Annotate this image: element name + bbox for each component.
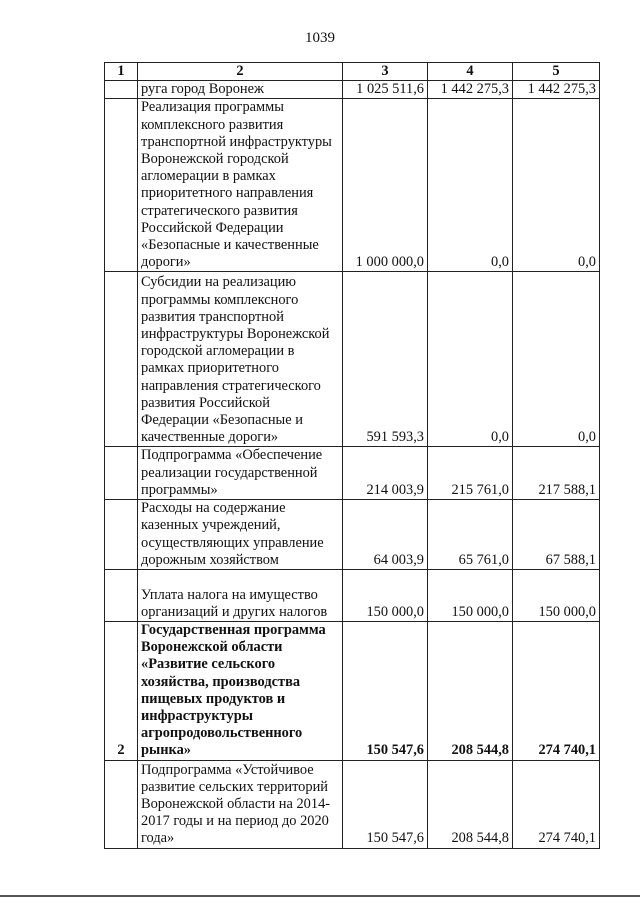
column-header: 4 — [428, 63, 513, 81]
table-row — [105, 99, 600, 272]
row-value-col3: 150 547,6 — [343, 622, 428, 761]
row-value-col3: 1 000 000,0 — [343, 99, 428, 272]
row-name: Расходы на содержание казенных учреждений, осуществляющих управление дорожным хозяйством — [138, 500, 343, 570]
row-value-col4: 208 544,8 — [428, 622, 513, 761]
row-name: Государственная программа Воронежской области «Развитие сельского хозяйства, производства пищевых продуктов и инфраструктуры агропродовольственного рынка» — [138, 622, 343, 761]
row-value-col3: 150 547,6 — [343, 760, 428, 848]
row-index — [105, 447, 138, 500]
row-value-col5: 67 588,1 — [513, 500, 600, 570]
row-name: Реализация программы комплексного развития транспортной инфраструктуры Воронежской городской агломерации в рамках приоритетного направления стратегического развития Российской Федерации «Безопасные и качественные дороги» — [138, 99, 343, 272]
table-row — [105, 760, 600, 848]
page-number: 1039 — [305, 30, 335, 46]
bottom-edge-line — [0, 895, 640, 897]
row-value-col3: 150 000,0 — [343, 570, 428, 622]
column-header: 5 — [513, 63, 600, 81]
row-index: 2 — [105, 622, 138, 761]
row-value-col5: 0,0 — [513, 272, 600, 447]
row-name: Подпрограмма «Устойчивое развитие сельских территорий Воронежской области на 2014-2017 годы и на период до 2020 года» — [138, 760, 343, 848]
row-index — [105, 99, 138, 272]
row-value-col4: 150 000,0 — [428, 570, 513, 622]
row-value-col5: 0,0 — [513, 99, 600, 272]
row-value-col3: 591 593,3 — [343, 272, 428, 447]
row-index — [105, 272, 138, 447]
row-value-col3: 1 025 511,6 — [343, 81, 428, 99]
table-row — [105, 81, 600, 99]
budget-table — [104, 62, 600, 849]
row-name: Уплата налога на имущество организаций и других налогов — [138, 570, 343, 622]
table-row — [105, 570, 600, 622]
row-name: руга город Воронеж — [138, 81, 343, 99]
row-index — [105, 81, 138, 99]
row-value-col5: 217 588,1 — [513, 447, 600, 500]
row-value-col4: 65 761,0 — [428, 500, 513, 570]
column-header: 3 — [343, 63, 428, 81]
row-value-col4: 215 761,0 — [428, 447, 513, 500]
row-value-col5: 274 740,1 — [513, 622, 600, 761]
row-value-col5: 1 442 275,3 — [513, 81, 600, 99]
row-index — [105, 500, 138, 570]
column-header: 1 — [105, 63, 138, 81]
table-header-row — [105, 63, 600, 81]
row-value-col4: 1 442 275,3 — [428, 81, 513, 99]
column-header: 2 — [138, 63, 343, 81]
row-name: Субсидии на реализацию программы комплексного развития транспортной инфраструктуры Воронежской городской агломерации в рамках приоритетного направления стратегического развития Российской Федерации «Безопасные и качественные дороги» — [138, 272, 343, 447]
row-value-col4: 0,0 — [428, 272, 513, 447]
row-value-col3: 214 003,9 — [343, 447, 428, 500]
row-value-col5: 150 000,0 — [513, 570, 600, 622]
row-index — [105, 760, 138, 848]
table-row — [105, 447, 600, 500]
table-row — [105, 500, 600, 570]
table-row — [105, 272, 600, 447]
row-value-col4: 208 544,8 — [428, 760, 513, 848]
table-row — [105, 622, 600, 761]
row-value-col3: 64 003,9 — [343, 500, 428, 570]
row-value-col4: 0,0 — [428, 99, 513, 272]
row-value-col5: 274 740,1 — [513, 760, 600, 848]
row-index — [105, 570, 138, 622]
row-name: Подпрограмма «Обеспечение реализации государственной программы» — [138, 447, 343, 500]
